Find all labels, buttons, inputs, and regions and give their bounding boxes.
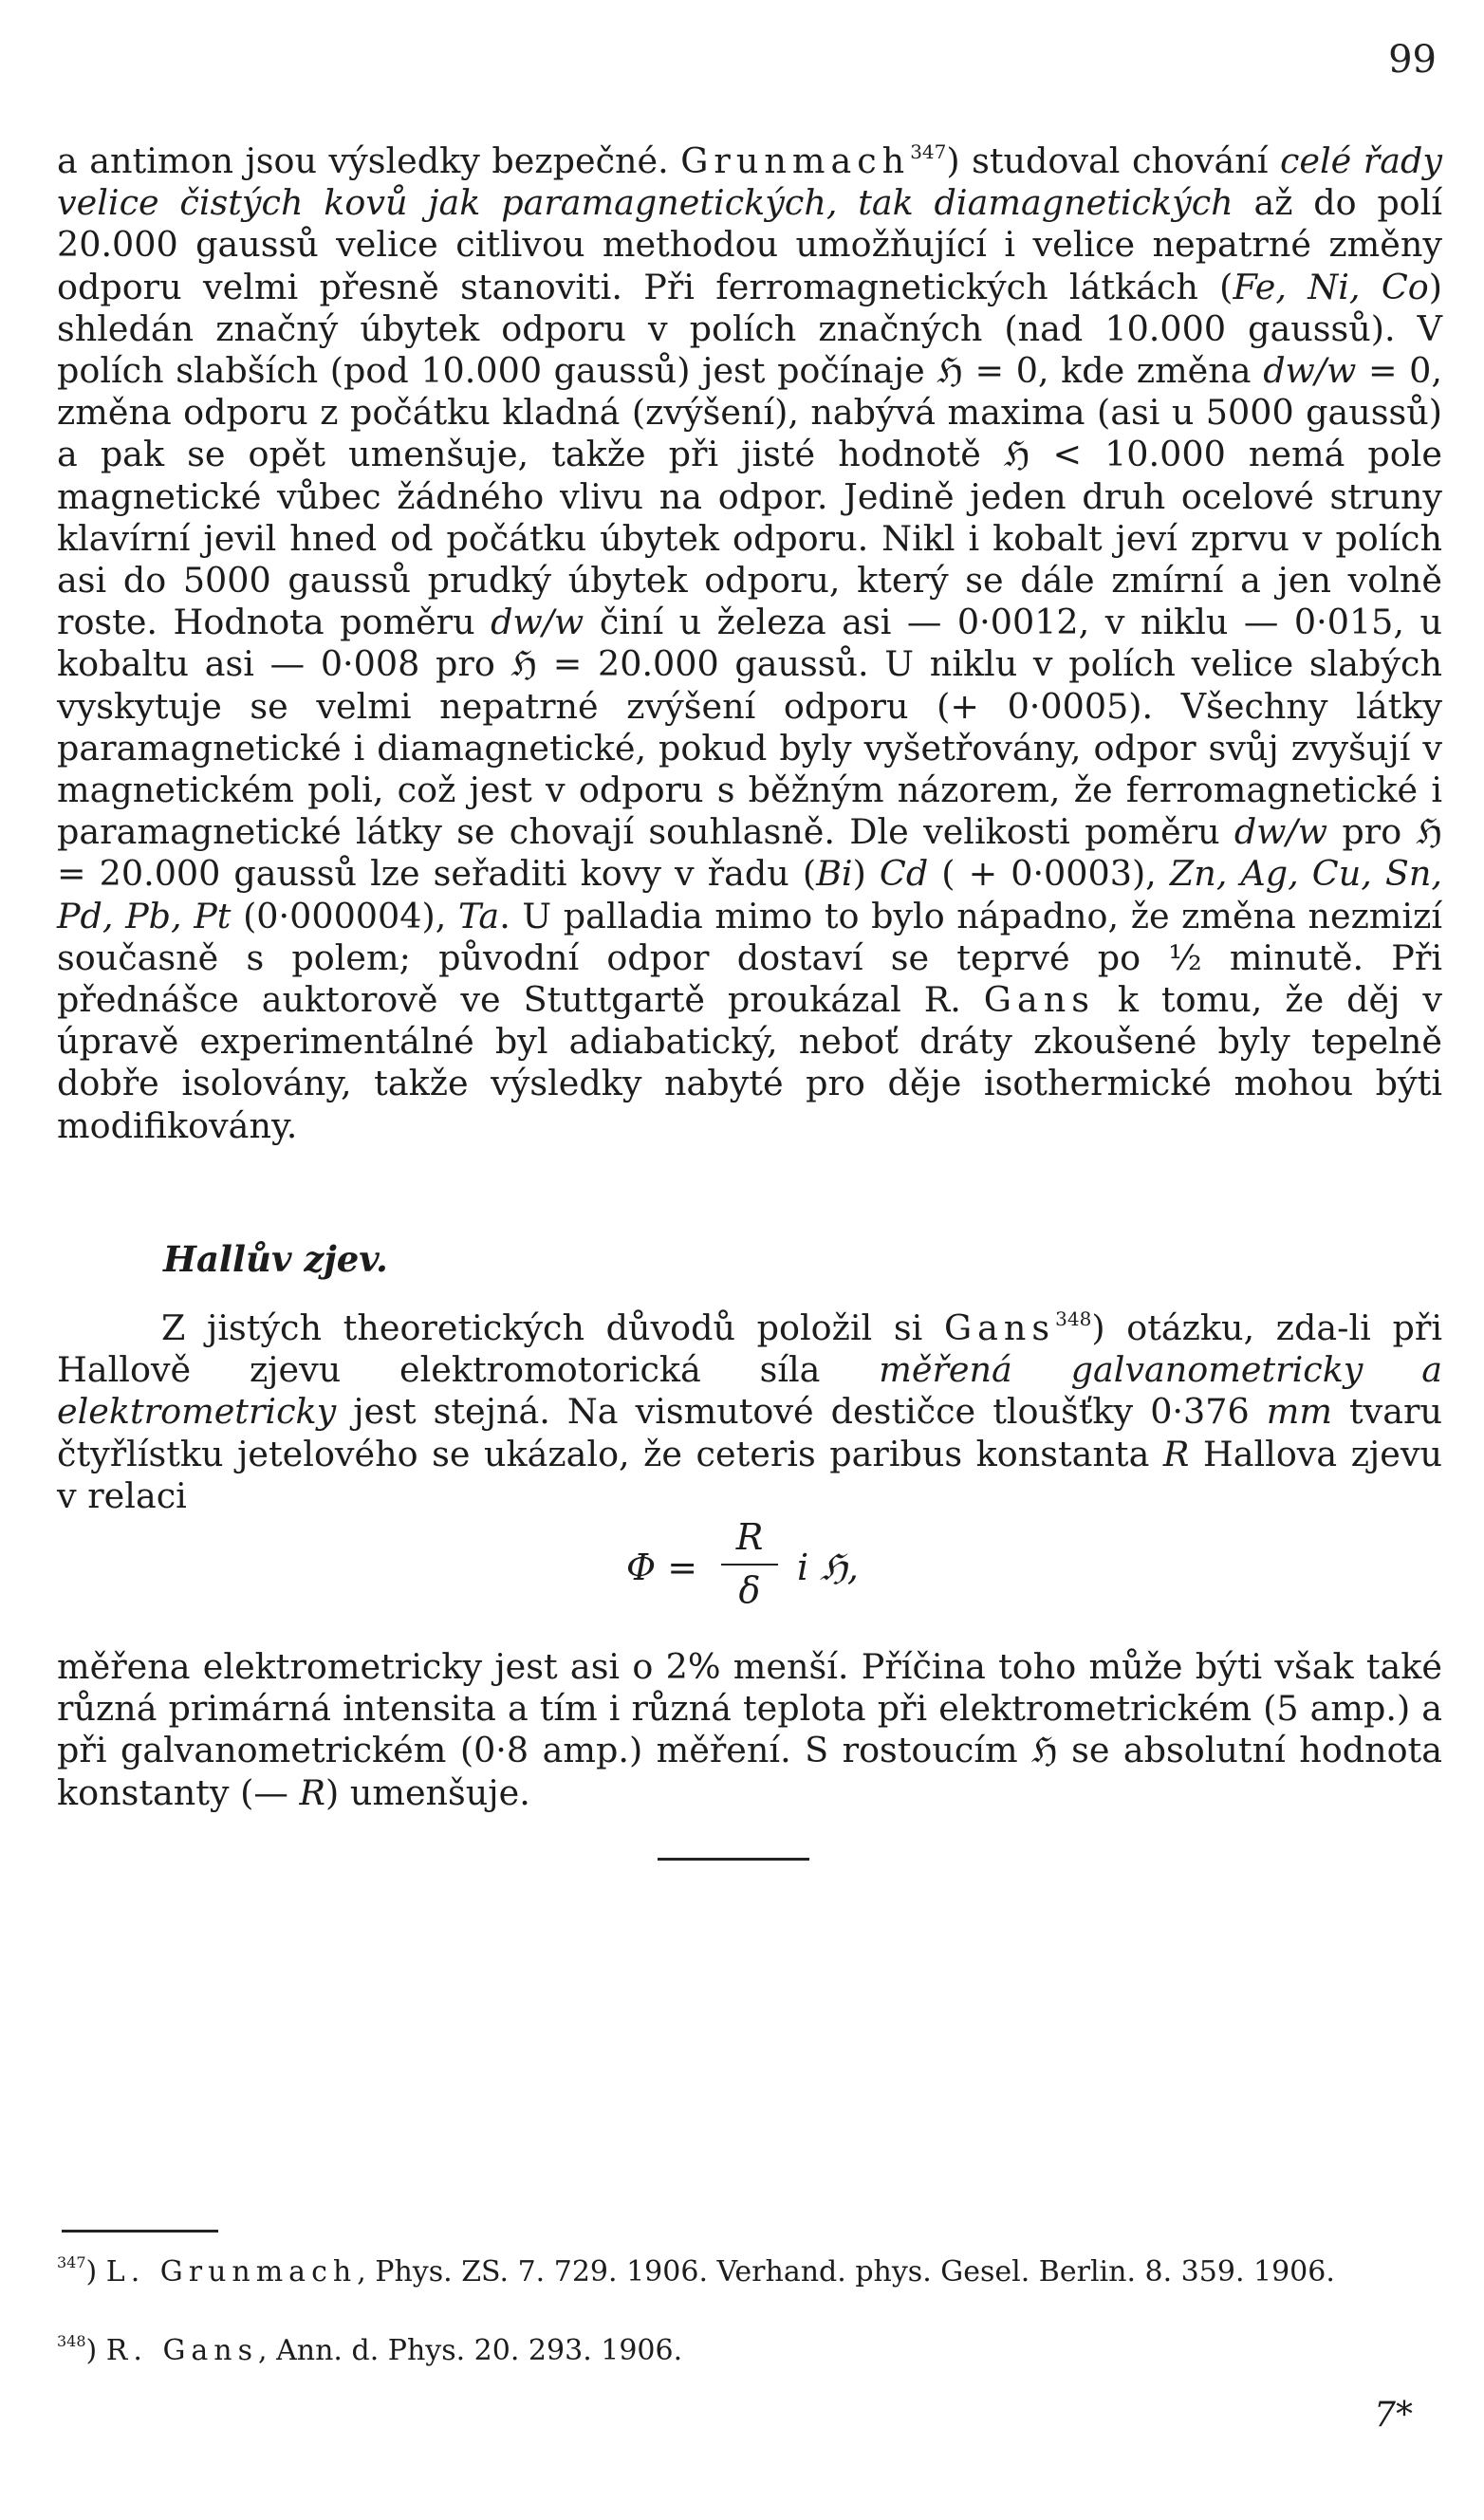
fraction-bar (721, 1564, 778, 1566)
equation-numerator: R (735, 1516, 764, 1558)
author-name: Gans (983, 979, 1095, 1021)
page-number: 99 (1388, 38, 1437, 82)
author-name: Grunmach (680, 140, 911, 181)
section-heading: Hallův zjev. (163, 1238, 388, 1280)
hall-equation (626, 1516, 911, 1630)
footnote-rule (62, 2230, 218, 2233)
footnote-ref: 347 (910, 140, 947, 163)
equation-rhs: i ℌ, (797, 1547, 859, 1588)
paragraph-measurement: měřena elektrometricky jest asi o 2% menší. Příčina toho může býti však také různá primárná intensita a tím i různá teplota při elektrometrickém (5 amp.) a při galvanometrickém (0·8 amp.) měření. S rostoucím ℌ se absolutní hodnota konstanty (— R) umenšuje. (57, 1646, 1442, 1813)
equation-fraction (721, 1516, 778, 1611)
footnote-347: $^{347}$) L. Grunmach, Phys. ZS. 7. 729. 1906. Verhand. phys. Gesel. Berlin. 8. 359. 1906. (57, 2253, 1335, 2288)
paragraph-hall-effect: Z jistých theoretických důvodů položil si Gans$^{348}$) otázku, zda-li při Hallově zjevu elektromotorická síla měřená galvanometricky a elektrometricky jest stejná. Na vismutové destičce tloušťky 0·376 mm tvaru čtyřlístku jetelového se ukázalo, že ceteris paribus konstanta R Hallova zjevu v relaci (57, 1307, 1443, 1516)
equation-denominator: δ (738, 1569, 761, 1611)
author-name: Gans (943, 1307, 1056, 1348)
footnote-348: $^{348}$) R. Gans, Ann. d. Phys. 20. 293. 1906. (57, 2332, 683, 2367)
section-divider (658, 1858, 809, 1861)
sheet-mark: 7* (1374, 2396, 1413, 2435)
equation-lhs: Φ = (626, 1547, 698, 1588)
paragraph-grunmach: a antimon jsou výsledky bezpečné. Grunmach$^{347}$) studoval chování celé řady velice čistých kovů jak paramagnetických, tak diamagnetických až do polí 20.000 gaussů velice citlivou methodou umožňující i velice nepatrné změny odporu velmi přesně stanoviti. Při ferromagnetických látkách (Fe, Ni, Co) shledán značný úbytek odporu v polích značných (nad 10.000 gaussů). V polích slabších (pod 10.000 gaussů) jest počínaje ℌ = 0, kde změna dw/w = 0, změna odporu z počátku kladná (zvýšení), nabývá maxima (asi u 5000 gaussů) a pak se opět umenšuje, takže při jisté hodnotě ℌ < 10.000 nemá pole magnetické vůbec žádného vlivu na odpor. Jedině jeden druh ocelové struny klavírní jevil hned od počátku úbytek odporu. Nikl i kobalt jeví zprvu v polích asi do 5000 gaussů prudký úbytek odporu, který se dále zmírní a jen volně roste. Hodnota poměru dw/w činí u železa asi — 0·0012, v niklu — 0·015, u kobaltu asi — 0·008 pro ℌ = 20.000 gaussů. U niklu v polích velice slabých vyskytuje se velmi nepatrné zvýšení odporu (+ 0·0005). Všechny látky paramagnetické i diamagnetické, pokud byly vyšetřovány, odpor svůj zvyšují v magnetickém poli, což jest v odporu s běžným názorem, že ferromagnetické i paramagnetické látky se chovají souhlasně. Dle velikosti poměru dw/w pro ℌ = 20.000 gaussů lze seřaditi kovy v řadu (Bi) Cd ( + 0·0003), Zn, Ag, Cu, Sn, Pd, Pb, Pt (0·000004), Ta. U palladia mimo to bylo nápadno, že změna nezmizí současně s polem; původní odpor dostaví se teprvé po ½ minutě. Při přednášce auktorově ve Stuttgartě proukázal R. Gans k tomu, že děj v úpravě experimentálné byl adiabatický, neboť dráty zkoušené byly tepelně dobře isolovány, takže výsledky nabyté pro děje isothermické mohou býti modifikovány. (57, 140, 1443, 1146)
footnote-ref: 348 (1055, 1307, 1092, 1330)
